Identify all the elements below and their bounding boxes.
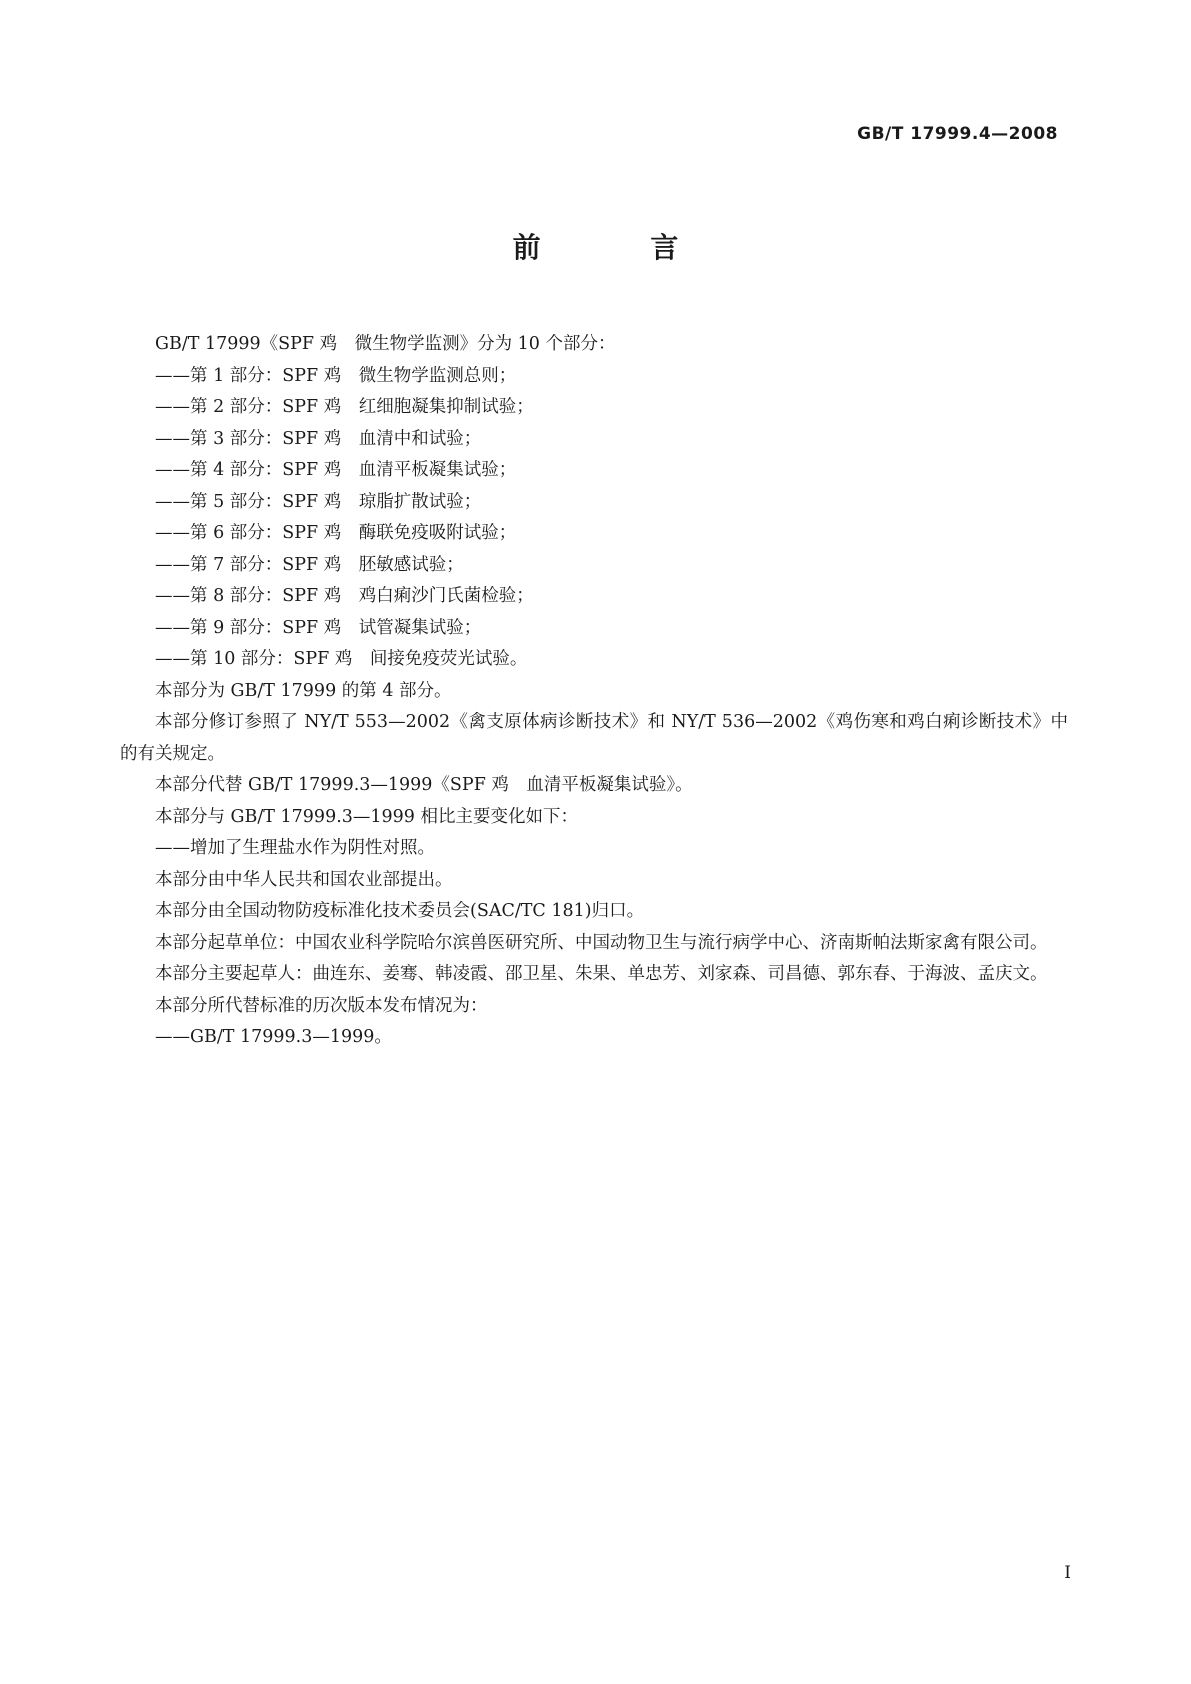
list-item: ——第 1 部分：SPF 鸡 微生物学监测总则； xyxy=(155,365,517,386)
foreword-body xyxy=(120,329,1068,1054)
list-item: ——第 4 部分：SPF 鸡 血清平板凝集试验； xyxy=(155,460,517,480)
history-item: ——GB/T 17999.3—1999。 xyxy=(155,1027,392,1047)
paragraph: 本部分由中华人民共和国农业部提出。 xyxy=(155,869,453,890)
list-item: ——第 8 部分：SPF 鸡 鸡白痢沙门氏菌检验； xyxy=(155,586,534,606)
list-item: ——第 5 部分：SPF 鸡 琼脂扩散试验； xyxy=(155,491,482,512)
paragraph: 本部分代替 GB/T 17999.3—1999《SPF 鸡 血清平板凝集试验》。 xyxy=(155,775,693,795)
list-item: ——第 9 部分：SPF 鸡 试管凝集试验； xyxy=(155,617,482,638)
paragraph: 本部分主要起草人：曲连东、姜骞、韩凌霞、邵卫星、朱果、单忠芳、刘家森、司昌德、郭东春、于海波、孟庆文。 xyxy=(155,964,1048,984)
list-item: ——第 10 部分：SPF 鸡 间接免疫荧光试验。 xyxy=(155,649,528,669)
paragraph: 本部分为 GB/T 17999 的第 4 部分。 xyxy=(155,680,452,701)
paragraph: 本部分由全国动物防疫标准化技术委员会(SAC/TC 181)归口。 xyxy=(155,901,645,921)
intro-paragraph: GB/T 17999《SPF 鸡 微生物学监测》分为 10 个部分： xyxy=(155,334,616,354)
page-title: 前 言 xyxy=(512,231,729,264)
change-item: ——增加了生理盐水作为阴性对照。 xyxy=(155,838,435,858)
list-item: ——第 3 部分：SPF 鸡 血清中和试验； xyxy=(155,428,482,449)
standard-number: GB/T 17999.4—2008 xyxy=(857,124,1058,144)
paragraph: 本部分修订参照了 NY/T 553—2002《禽支原体病诊断技术》和 NY/T 536—2002《鸡伤寒和鸡白痢诊断技术》中的有关规定。 xyxy=(120,712,1068,764)
paragraph: 本部分起草单位：中国农业科学院哈尔滨兽医研究所、中国动物卫生与流行病学中心、济南斯帕法斯家禽有限公司。 xyxy=(155,932,1048,953)
paragraph: 本部分所代替标准的历次版本发布情况为： xyxy=(155,995,488,1016)
page-number: I xyxy=(1064,1563,1071,1583)
list-item: ——第 6 部分：SPF 鸡 酶联免疫吸附试验； xyxy=(155,523,517,543)
paragraph: 本部分与 GB/T 17999.3—1999 相比主要变化如下： xyxy=(155,806,578,827)
list-item: ——第 7 部分：SPF 鸡 胚敏感试验； xyxy=(155,554,464,575)
list-item: ——第 2 部分：SPF 鸡 红细胞凝集抑制试验； xyxy=(155,397,534,417)
